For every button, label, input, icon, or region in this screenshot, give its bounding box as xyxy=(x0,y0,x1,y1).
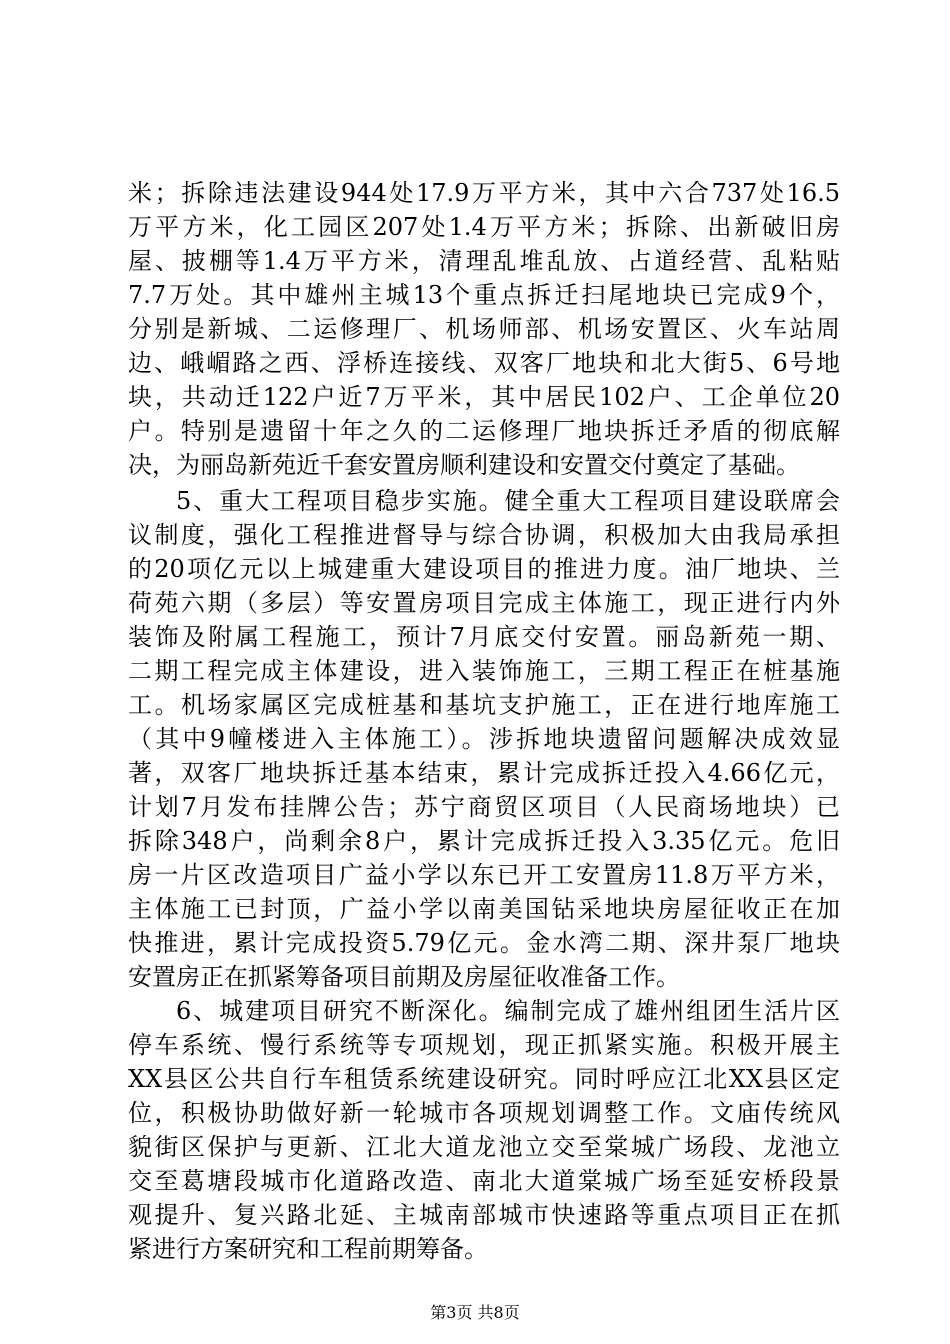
text-line: 块，共动迁122户近7万平米，其中居民102户、工企单位20 xyxy=(128,383,840,411)
text-line: 二期工程完成主体建设，进入装饰施工，三期工程正在桩基施 xyxy=(128,657,840,685)
text-line: 户。特别是遗留十年之久的二运修理厂地块拆迁矛盾的彻底解 xyxy=(128,417,840,445)
text-line: 貌街区保护与更新、江北大道龙池立交至棠城广场段、龙池立 xyxy=(128,1133,840,1161)
text-line: 的20项亿元以上城建重大建设项目的推进力度。油厂地块、兰 xyxy=(128,555,840,583)
text-line: 快推进，累计完成投资5.79亿元。金水湾二期、深井泵厂地块 xyxy=(128,929,840,957)
text-line: 米；拆除违法建设944处17.9万平方米，其中六合737处16.5 xyxy=(128,179,840,207)
text-line: 安置房正在抓紧筹备项目前期及房屋征收准备工作。 xyxy=(128,963,680,991)
text-line: 主体施工已封顶，广益小学以南美国钻采地块房屋征收正在加 xyxy=(128,895,840,923)
text-line: 著，双客厂地块拆迁基本结束，累计完成拆迁投入4.66亿元， xyxy=(128,759,840,787)
text-line: （其中9幢楼进入主体施工）。涉拆地块遗留问题解决成效显 xyxy=(128,725,840,753)
text-line: 7.7万处。其中雄州主城13个重点拆迁扫尾地块已完成9个， xyxy=(128,281,840,309)
text-line: 观提升、复兴路北延、主城南部城市快速路等重点项目正在抓 xyxy=(128,1201,840,1229)
page-number: 第3页 共8页 xyxy=(430,1303,520,1322)
text-line: 荷苑六期（多层）等安置房项目完成主体施工，现正进行内外 xyxy=(128,589,840,617)
text-line: 装饰及附属工程施工，预计7月底交付安置。丽岛新苑一期、 xyxy=(128,623,840,651)
text-line: 决，为丽岛新苑近千套安置房顺利建设和安置交付奠定了基础。 xyxy=(128,451,800,479)
text-line: 工。机场家属区完成桩基和基坑支护施工，正在进行地库施工 xyxy=(128,691,840,719)
text-line: 边、峨嵋路之西、浮桥连接线、双客厂地块和北大街5、6号地 xyxy=(128,349,840,377)
text-line: 位，积极协助做好新一轮城市各项规划调整工作。文庙传统风 xyxy=(128,1099,840,1127)
text-line: 5、重大工程项目稳步实施。健全重大工程项目建设联席会 xyxy=(176,487,840,515)
text-line: 6、城建项目研究不断深化。编制完成了雄州组团生活片区 xyxy=(176,997,840,1025)
text-line: 计划7月发布挂牌公告；苏宁商贸区项目（人民商场地块）已 xyxy=(128,793,840,821)
text-line: 紧进行方案研究和工程前期筹备。 xyxy=(128,1235,488,1263)
text-line: 房一片区改造项目广益小学以东已开工安置房11.8万平方米， xyxy=(128,861,840,889)
text-line: XX县区公共自行车租赁系统建设研究。同时呼应江北XX县区定 xyxy=(128,1065,840,1093)
text-line: 拆除348户，尚剩余8户，累计完成拆迁投入3.35亿元。危旧 xyxy=(128,827,840,855)
text-line: 分别是新城、二运修理厂、机场师部、机场安置区、火车站周 xyxy=(128,315,840,343)
text-line: 万平方米，化工园区207处1.4万平方米；拆除、出新破旧房 xyxy=(128,213,840,241)
text-line: 议制度，强化工程推进督导与综合协调，积极加大由我局承担 xyxy=(128,521,840,549)
text-line: 停车系统、慢行系统等专项规划，现正抓紧实施。积极开展主 xyxy=(128,1031,840,1059)
text-line: 交至葛塘段城市化道路改造、南北大道棠城广场至延安桥段景 xyxy=(128,1167,840,1195)
text-line: 屋、披棚等1.4万平方米，清理乱堆乱放、占道经营、乱粘贴 xyxy=(128,247,840,275)
